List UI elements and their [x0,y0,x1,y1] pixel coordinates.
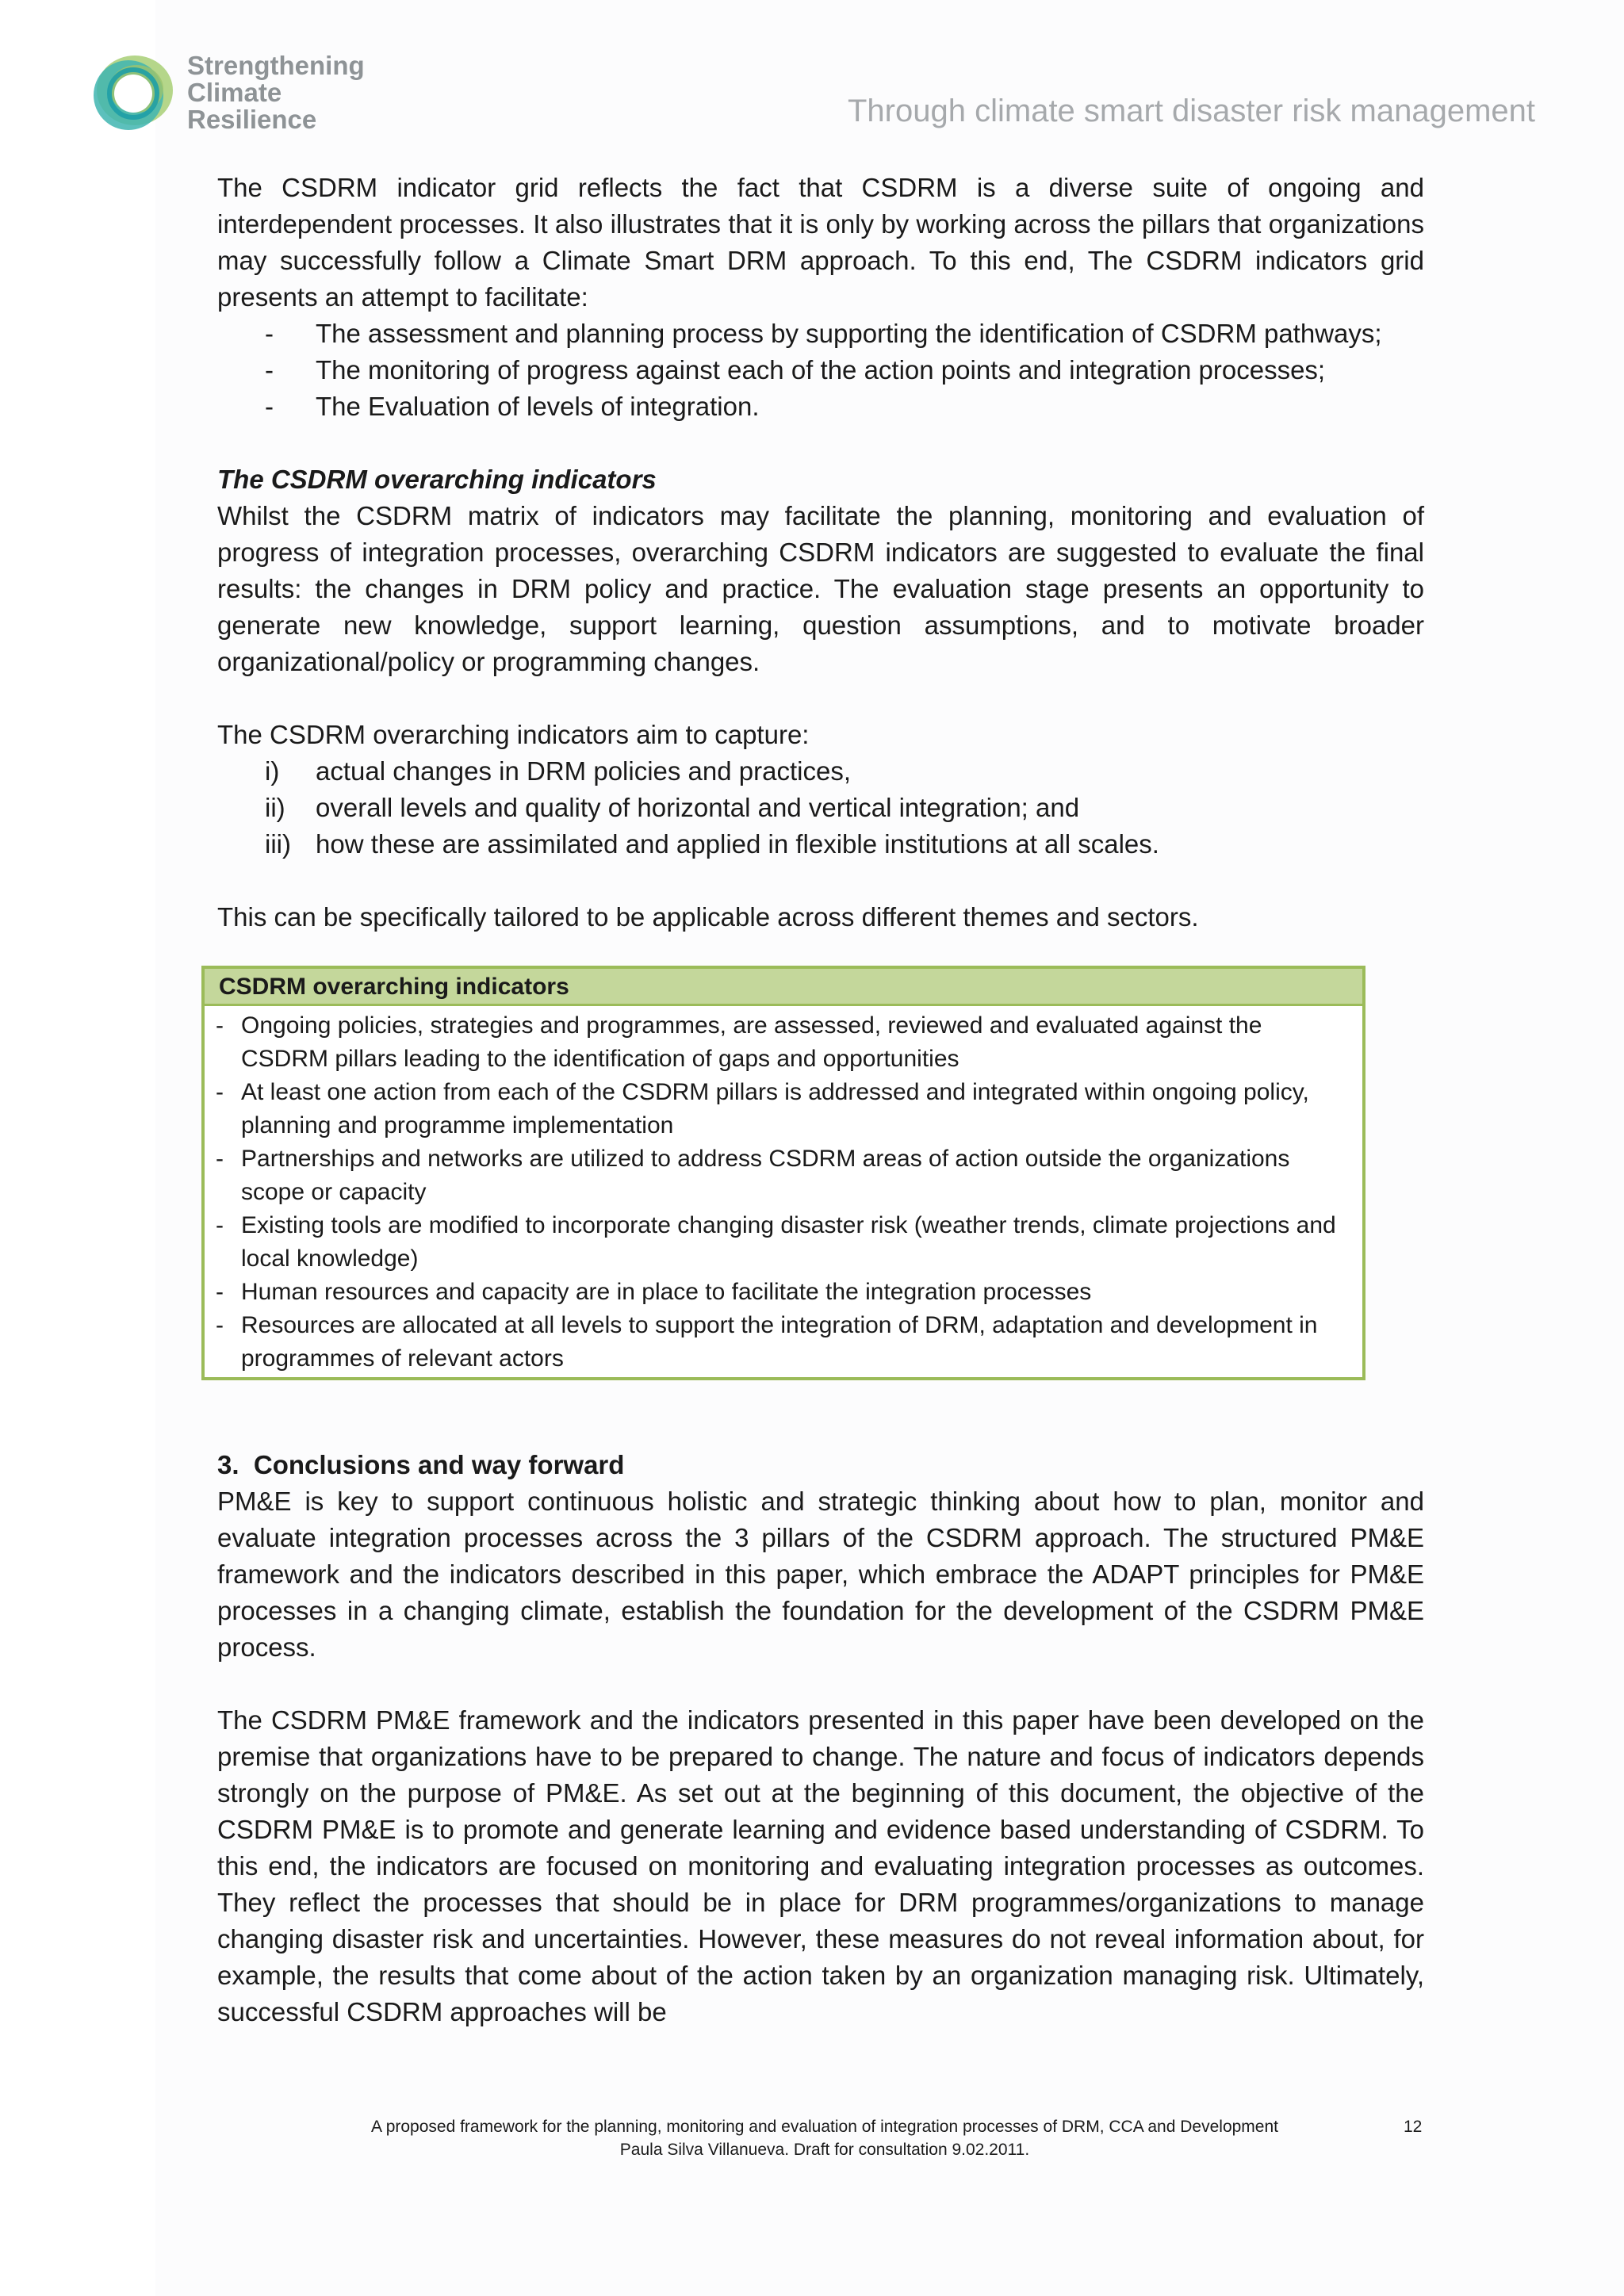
indicator-text: Partnerships and networks are utilized to address CSDRM areas of action outside the organizations scope or capacity [241,1146,1290,1205]
indicator-text: Existing tools are modified to incorporate changing disaster risk (weather trends, climate projections and local knowledge) [241,1212,1336,1272]
indicator-text: Resources are allocated at all levels to support the integration of DRM, adaptation and development in programmes of relevant actors [241,1312,1318,1372]
intro-paragraph: The CSDRM indicator grid reflects the fact that CSDRM is a diverse suite of ongoing and interdependent processes. It also illustrates that it is only by working across the pillars that organizations may successfully follow a Climate Smart DRM approach. To this end, The CSDRM indicators grid presents an attempt to facilitate: [217,173,1424,312]
indicator-item [216,1142,1351,1209]
aim-intro: The CSDRM overarching indicators aim to capture: [217,720,810,749]
bullet-marker: - [216,1079,224,1105]
roman-marker: i) [265,756,280,786]
tailor-sentence: This can be specifically tailored to be applicable across different themes and sectors. [217,902,1199,932]
bullet-marker: - [216,1146,224,1172]
logo-line-1: Strengthening [187,51,365,80]
list-item [217,753,1424,790]
overarching-paragraph: Whilst the CSDRM matrix of indicators may facilitate the planning, monitoring and evaluation of progress of integration processes, overarching CSDRM indicators are suggested to evaluate the final results: the changes in DRM policy and practice. The evaluation stage presents an opportunity to generate new knowledge, support learning, question assumptions, and to motivate broader organizational/policy or programming changes. [217,501,1424,676]
indicator-box [201,966,1365,1380]
bullet-text: The assessment and planning process by supporting the identification of CSDRM pathways; [316,319,1382,348]
list-item [217,352,1424,388]
indicator-item [216,1309,1351,1376]
bullet-marker: - [265,392,274,421]
list-item [217,826,1424,863]
indicator-item [216,1209,1351,1276]
bullet-marker: - [216,1212,224,1238]
footer-author: Paula Silva Villanueva. Draft for consultation 9.02.2011. [619,2141,1030,2159]
logo-line-3: Resilience [187,105,317,134]
bullet-text: The Evaluation of levels of integration. [316,392,760,421]
bullet-marker: - [216,1012,224,1039]
roman-marker: ii) [265,793,285,822]
indicator-text: Human resources and capacity are in place to facilitate the integration processes [241,1279,1092,1305]
footer-title: A proposed framework for the planning, monitoring and evaluation of integration processes of DRM, CCA and Development [371,2118,1278,2136]
section-heading-conclusions: 3. Conclusions and way forward [217,1450,625,1479]
aim-text: overall levels and quality of horizontal and vertical integration; and [316,793,1080,822]
indicator-list [205,1006,1362,1377]
roman-marker: iii) [265,829,291,859]
list-item [217,388,1424,425]
logo-wordmark [187,52,365,133]
header-tagline: Through climate smart disaster risk management [848,94,1535,128]
bullet-marker: - [265,319,274,348]
indicator-item [216,1276,1351,1309]
conclusions-paragraph-2: The CSDRM PM&E framework and the indicators presented in this paper have been developed on the premise that organizations have to be prepared to change. The nature and focus of indicators depends strongly on the purpose of PM&E. As set out at the beginning of this document, the objective of the CSDRM PM&E is to promote and generate learning and evidence based understanding of CSDRM. To this end, the indicators are focused on monitoring and evaluating integration processes as outcomes. They reflect the processes that should be in place for DRM programmes/organizations to manage changing disaster risk and uncertainties. However, these measures do not reveal information about, for example, the results that come about of the action taken by an organization managing risk. Ultimately, successful CSDRM approaches will be [217,1705,1424,2026]
main-content [217,170,1424,2030]
indicator-text: At least one action from each of the CSDRM pillars is addressed and integrated within ongoing policy, planning and programme implementation [241,1079,1309,1138]
indicator-item [216,1076,1351,1142]
bullet-marker: - [265,355,274,385]
bullet-text: The monitoring of progress against each of the action points and integration processes; [316,355,1326,385]
indicator-item [216,1009,1351,1076]
bullet-marker: - [216,1279,224,1305]
indicator-box-title: CSDRM overarching indicators [205,969,1362,1006]
list-item [217,790,1424,826]
aim-text: how these are assimilated and applied in flexible institutions at all scales. [316,829,1159,859]
brand-logo [89,49,390,144]
page-number: 12 [1404,2118,1423,2136]
bullet-marker: - [216,1312,224,1338]
page-footer [333,2115,1316,2161]
section-heading-overarching: The CSDRM overarching indicators [217,465,657,494]
indicator-text: Ongoing policies, strategies and programmes, are assessed, reviewed and evaluated against the CSDRM pillars leading to the identification of gaps and opportunities [241,1012,1262,1072]
aim-text: actual changes in DRM policies and practices, [316,756,852,786]
aims-list [217,753,1424,863]
logo-swirl-icon [89,49,176,136]
intro-bullet-list [217,316,1424,425]
conclusions-paragraph-1: PM&E is key to support continuous holistic and strategic thinking about how to plan, monitor and evaluate integration processes across the 3 pillars of the CSDRM approach. The structured PM&E framework and the indicators described in this paper, which embrace the ADAPT principles for PM&E processes in a changing climate, establish the foundation for the development of the CSDRM PM&E process. [217,1487,1424,1662]
list-item [217,316,1424,352]
logo-line-2: Climate [187,78,282,107]
